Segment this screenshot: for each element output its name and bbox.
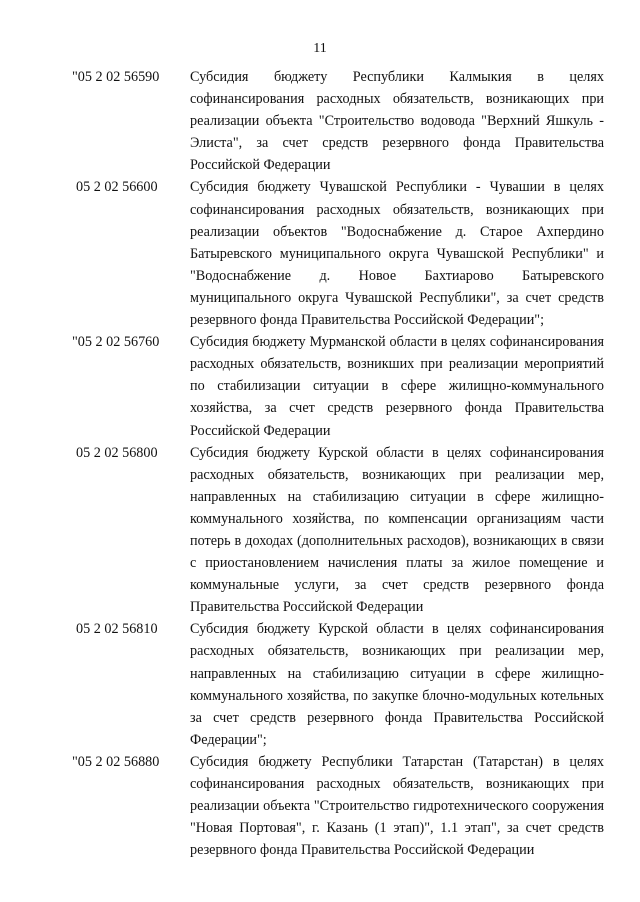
budget-code: 05 2 02 56600 <box>76 179 158 196</box>
budget-code: "05 2 02 56760 <box>72 334 160 351</box>
budget-code: "05 2 02 56590 <box>72 69 160 85</box>
budget-entry <box>72 618 604 751</box>
budget-code-list <box>72 66 604 861</box>
budget-code: "05 2 02 56880 <box>72 753 160 770</box>
budget-description: Субсидия бюджету Курской области в целях софинансирования расходных обязательств, возникающих при реализации мер, направленных на стабилизацию ситуации в сфере жилищно-коммунального хозяйства, по закупке блочно-модульных котельных за счет средств резервного фонда Правительства Российской Федерации"; <box>190 621 604 748</box>
budget-entry <box>72 751 604 861</box>
budget-entry <box>72 442 604 619</box>
page-number: 11 <box>313 41 327 56</box>
budget-description: Субсидия бюджету Курской области в целях софинансирования расходных обязательств, возникающих при реализации мер, направленных на стабилизацию ситуации в сфере жилищно-коммунального хозяйства, по компенсации организациям части потерь в доходах (дополнительных расходов), возникающих в связи с приостановлением начисления платы за жилое помещение и коммунальные услуги, за счет средств резервного фонда Правительства Российской Федерации <box>190 444 604 616</box>
budget-description: Субсидия бюджету Чувашской Республики - Чувашии в целях софинансирования расходных обязательств, возникающих при реализации объектов "Водоснабжение д. Старое Ахпердино Батыревского муниципального округа Чувашской Республики" и "Водоснабжение д. Новое Бахтиарово Батыревского муниципального округа Чувашской Республики", за счет средств резервного фонда Правительства Российской Федерации"; <box>190 179 604 329</box>
budget-description: Субсидия бюджету Мурманской области в целях софинансирования расходных обязательств, возникших при реализации мероприятий по стабилизации ситуации в сфере жилищно-коммунального хозяйства, за счет средств резервного фонда Правительства Российской Федерации <box>190 334 604 439</box>
budget-entry <box>72 66 604 176</box>
budget-entry <box>72 176 604 331</box>
budget-description: Субсидия бюджету Республики Калмыкия в целях софинансирования расходных обязательств, возникающих при реализации объекта "Строительство водовода "Верхний Яшкуль - Элиста", за счет средств резервного фонда Правительства Российской Федерации <box>190 69 604 174</box>
budget-entry <box>72 331 604 441</box>
budget-code: 05 2 02 56810 <box>76 621 158 638</box>
budget-code: 05 2 02 56800 <box>76 444 158 461</box>
budget-description: Субсидия бюджету Республики Татарстан (Татарстан) в целях софинансирования расходных обязательств, возникающих при реализации объекта "Строительство гидротехнического сооружения "Новая Портовая", г. Казань (1 этап)", 1.1 этап", за счет средств резервного фонда Правительства Российской Федерации <box>190 753 604 859</box>
